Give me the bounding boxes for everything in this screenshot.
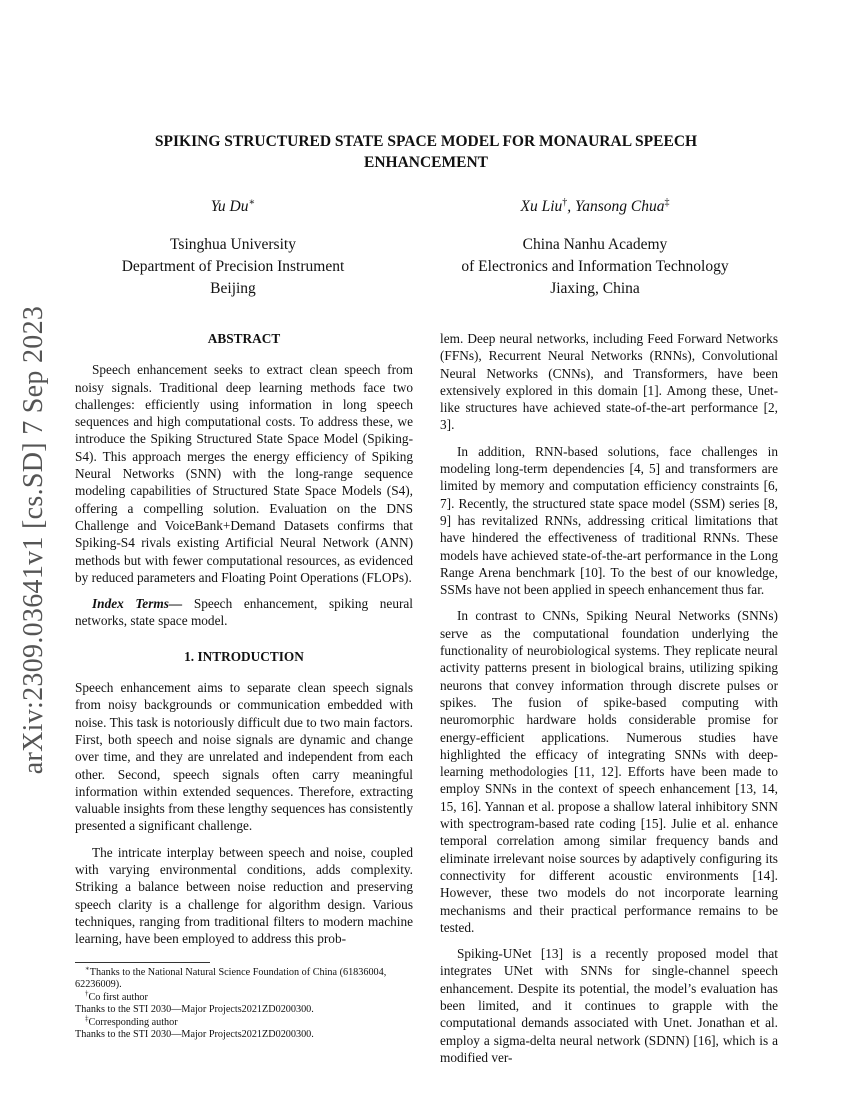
left-column	[75, 330, 413, 1042]
intro-paragraph-2: The intricate interplay between speech and noise, coupled with varying environmental conditions, adds complexity. Striking a balance between noise reduction and preserving speech clarity is a challenge for algorithm design. Various techniques, ranging from traditional filters to modern machine learning, have been employed to address this prob-	[75, 844, 413, 947]
index-terms-label: Index Terms—	[92, 596, 183, 612]
affiliation-line: Tsinghua University	[170, 236, 296, 253]
body-paragraph-2: In addition, RNN-based solutions, face challenges in modeling long-term dependencies [4, 5] and transformers are limited by memory and computation efficiency constraints [6, 7]. Recently, the structured state space model (SSM) series [8, 9] has revitalized RNNs, addressing critical limitations that have hindered the effectiveness of traditional RNNs. These models have achieved state-of-the-art performance in the Long Range Arena benchmark [10]. To the best of our knowledge, SSMs have not been applied in speech enhancement thus far.	[440, 443, 778, 598]
author-name-2	[437, 196, 753, 218]
affiliation-line: of Electronics and Information Technology	[461, 258, 729, 275]
author-name-text: , Yansong Chua	[567, 198, 665, 215]
index-terms-text: Speech enhancement, spiking neural networks, state space model.	[75, 596, 413, 629]
paper-title	[120, 131, 732, 173]
body-paragraph-3: In contrast to CNNs, Spiking Neural Networks (SNNs) serve as the computational foundation underlying the functionality of neurobiological systems. They replicate neural activity patterns present in biological brains, utilizing spiking neurons that convey information through discrete pulses or spikes. The fusion of spike-based computing with neuromorphic hardware holds considerable promise for energy-efficient applications. Numerous studies have highlighted the efficacy of integrating SNNs with deep-learning methodologies [11, 12]. Efforts have been made to employ SNNs in the context of speech enhancement [13, 14, 15, 16]. Yannan et al. propose a shallow lateral inhibitory SNN with spectrogram-based rate coding [15]. Julie et al. enhance temporal correlation among similar frequency bands and eliminate irrelevant noise sources by adaptively configuring its connectivity for different acoustic environments [14]. However, these two models do not incorporate learning mechanisms and their practical performance remains to be tested.	[440, 608, 778, 935]
affiliation-line: Department of Precision Instrument	[121, 258, 345, 275]
right-column	[440, 330, 778, 1075]
body-paragraph-1: lem. Deep neural networks, including Feed Forward Networks (FFNs), Recurrent Neural Networks (RNNs), Convolutional Neural Networks (CNNs), and Transformers, have been extensively explored in this domain [1]. Among these, Unet-like structures have achieved state-of-the-art performance [2, 3].	[440, 331, 778, 433]
affiliation-line: Jiaxing, China	[550, 280, 640, 297]
intro-heading: 1. INTRODUCTION	[184, 648, 304, 664]
footnote-1	[75, 964, 413, 992]
title-line-2: ENHANCEMENT	[363, 154, 488, 171]
footnote-mark: †	[85, 989, 89, 998]
author-block-1	[75, 196, 391, 300]
affiliation-line: Beijing	[210, 280, 256, 297]
footnote-mark: ‡	[85, 1014, 89, 1023]
footnote-2	[75, 989, 413, 1005]
author-block-2	[437, 196, 753, 300]
footnote-text: Co first author	[88, 991, 148, 1003]
abstract-heading: ABSTRACT	[207, 331, 281, 346]
index-terms	[75, 595, 413, 630]
footnote-text: Corresponding author	[88, 1016, 178, 1028]
author-mark: †	[562, 196, 568, 208]
footnote-4	[75, 1014, 413, 1030]
abstract-text: Speech enhancement seeks to extract clean speech from noisy signals. Traditional deep learning methods face two challenges: efficiently using information in long speech sequences and high computational costs. To address these, we introduce the Spiking Structured State Space Model (Spiking-S4). This approach merges the energy efficiency of Spiking Neural Networks (SNN) with the long-range sequence modeling capabilities of Structured State Space Models (S4), offering a compelling solution. Evaluation on the DNS Challenge and VoiceBank+Demand Datasets confirms that Spiking-S4 rivals existing Artificial Neural Network (ANN) methods but with fewer computational resources, as evidenced by reduced parameters and Floating Point Operations (FLOPs).	[75, 362, 413, 585]
author-name-1	[75, 196, 391, 218]
body-paragraph-4: Spiking-UNet [13] is a recently proposed model that integrates UNet with SNNs for single-channel speech enhancement. Despite its potential, the model’s evaluation has been limited, and it continues to grapple with the computational demands associated with Unet. Jonathan et al. employ a sigma-delta neural network (SDNN) [16], which is a modified ver-	[440, 946, 778, 1065]
author-mark: ∗	[248, 196, 256, 208]
footnote-3: Thanks to the STI 2030—Major Projects2021ZD0200300.	[75, 1004, 314, 1015]
footnote-rule	[75, 962, 210, 963]
footnote-mark: ∗	[85, 964, 90, 973]
affiliation-line: China Nanhu Academy	[522, 236, 668, 253]
author-name-text: Yu Du	[210, 198, 249, 215]
author-name-text: Xu Liu	[520, 198, 563, 215]
footnote-5: Thanks to the STI 2030—Major Projects2021ZD0200300.	[75, 1029, 314, 1040]
footnote-text: Thanks to the National Natural Science Foundation of China (61836004, 62236009).	[75, 966, 387, 990]
author-mark: ‡	[664, 196, 670, 208]
arxiv-identifier: arXiv:2309.03641v1 [cs.SD] 7 Sep 2023	[18, 305, 49, 775]
title-line-1: SPIKING STRUCTURED STATE SPACE MODEL FOR MONAURAL SPEECH	[154, 133, 698, 150]
intro-paragraph-1: Speech enhancement aims to separate clean speech signals from noisy backgrounds or communication embedded with noise. This task is notoriously difficult due to two main factors. First, both speech and noise signals are dynamic and change over time, and they are unrelated and independent from each other. Second, speech signals often carry meaningful information within extended sequences. Therefore, extracting valuable insights from these lengthy sequences has consistently presented a significant challenge.	[75, 680, 413, 834]
